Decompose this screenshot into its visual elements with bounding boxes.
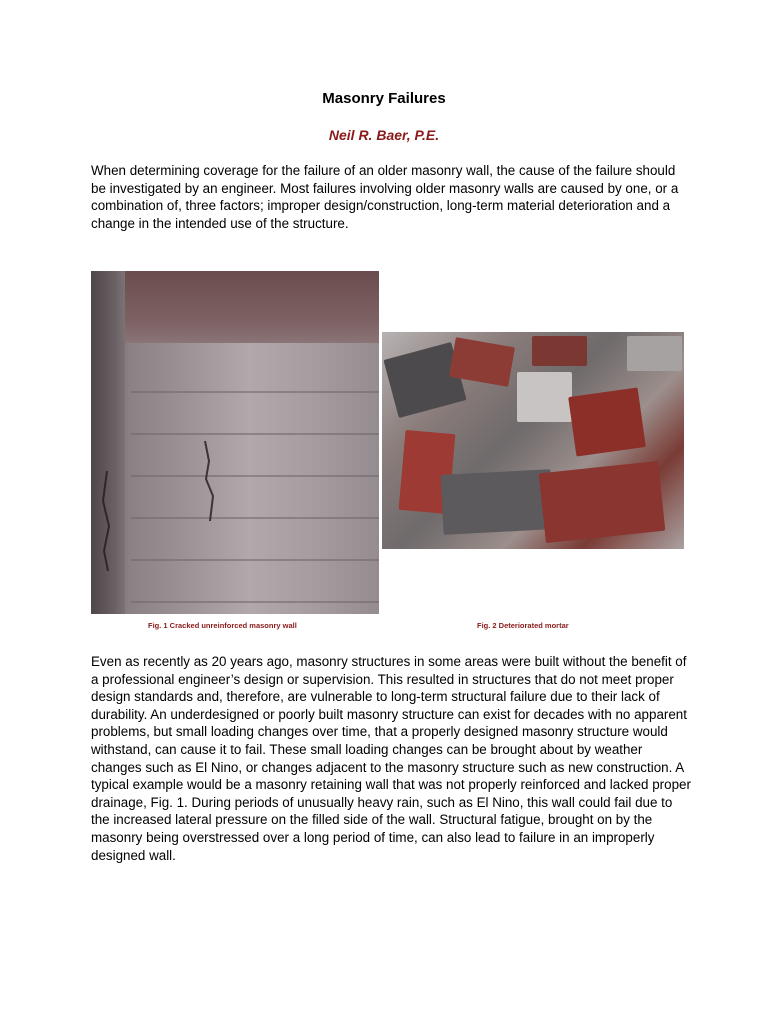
crack-mark xyxy=(201,441,221,521)
figure-1-caption: Fig. 1 Cracked unreinforced masonry wall xyxy=(148,621,297,630)
author-byline: Neil R. Baer, P.E. xyxy=(328,127,440,143)
wall-upper-section xyxy=(119,271,379,343)
body-paragraph: Even as recently as 20 years ago, masonry structures in some areas were built without the benefit of a professional engineer’s design or supervision. This resulted in structures that do not meet proper design standards and, therefore, are vulnerable to long-term structural failure due to their lack of durability. An underdesigned or poorly built masonry structure can exist for decades with no apparent problems, but small loading changes over time, that a properly designed masonry structure would withstand, can cause it to fail. These small loading changes can be brought about by weather changes such as El Nino, or changes adjacent to the masonry structure such as new construction. A typical example would be a masonry retaining wall that was not properly reinforced and lacked proper drainage, Fig. 1. During periods of unusually heavy rain, such as El Nino, this wall could fail due to the increased lateral pressure on the filled side of the wall. Structural fatigue, brought on by the masonry being overstressed over a long period of time, can also lead to failure in an improperly designed wall. xyxy=(91,654,691,863)
intro-paragraph: When determining coverage for the failure of an older masonry wall, the cause of the failure should be investigated by an engineer. Most failures involving older masonry walls are caused by one, or a combination of, three factors; improper design/construction, long-term material deterioration and a change in the intended use of the structure. xyxy=(91,163,679,231)
page-title: Masonry Failures xyxy=(322,90,446,107)
figure-2-caption: Fig. 2 Deteriorated mortar xyxy=(477,621,569,630)
crack-mark xyxy=(97,471,117,571)
figure-2-image xyxy=(382,332,684,549)
figure-1-image xyxy=(91,271,379,614)
